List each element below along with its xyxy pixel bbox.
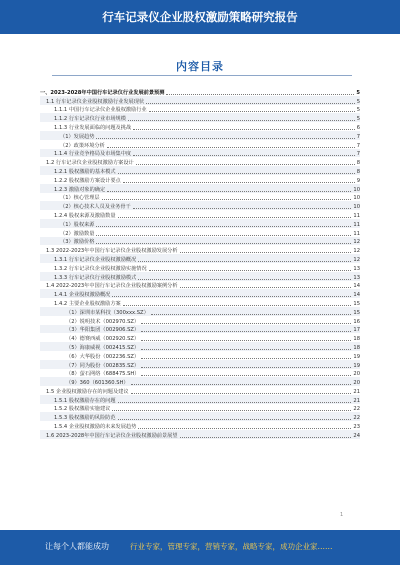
toc-entry-text: （1）发展趋势 [60,133,95,140]
toc-entry-text: 1.2 行车记录仪企业股权激励方案设计 [46,160,134,167]
toc-entry[interactable] [40,386,360,395]
toc-entry-page: 13 [353,265,360,272]
toc-entry-page: 8 [356,160,360,167]
toc-leader-dots [136,164,355,165]
toc-entry-page: 11 [353,212,360,219]
toc-entry-page: 7 [356,133,360,140]
toc-leader-dots [141,323,351,324]
toc-entry-page: 12 [353,239,360,246]
toc-entry[interactable] [40,140,360,149]
toc-entry-page: 18 [353,344,360,351]
toc-entry-text: （2）政策环境分析 [60,142,105,149]
toc-entry-text: （3）华阳集团（002906.SZ） [66,327,140,334]
toc-entry-page: 5 [356,89,360,96]
toc-entry-page: 6 [356,124,360,131]
toc-leader-dots [133,155,355,156]
toc-entry[interactable] [40,421,360,430]
toc-entry[interactable] [40,316,360,325]
toc-leader-dots [118,419,352,420]
toc-leader-dots [141,375,351,376]
toc-entry-text: 1.5.1 股权激励存在的问题 [54,397,116,404]
toc-entry-text: （5）海康威视（002415.SZ） [66,344,140,351]
toc-entry-text: （1）深圳市某科技（300xxx.SZ） [66,309,149,316]
toc-entry-page: 9 [356,177,360,184]
toc-entry-page: 22 [353,406,360,413]
toc-entry-text: （2）激励数量 [60,230,95,237]
toc-entry-text: （1）核心管理层 [60,195,100,202]
toc-entry[interactable] [40,254,360,263]
footer-experts: 行业专家，管理专家，营销专家，战略专家，成功企业家…… [130,542,333,551]
toc-entry-text: 1.4.1 企业股权激励概况 [54,292,111,299]
toc-leader-dots [118,402,352,403]
toc-entry[interactable] [40,219,360,228]
toc-entry-text: 一、2023-2028年中国行车记录仪行业发展前景预测 [40,89,165,96]
toc-entry-page: 21 [353,397,360,404]
toc-entry-text: （3）激励价格 [60,239,95,246]
toc-entry-page: 19 [353,362,360,369]
toc-leader-dots [180,287,352,288]
toc-entry[interactable] [40,342,360,351]
toc-leader-dots [128,120,355,121]
footer-bar [0,530,400,565]
toc-entry[interactable] [40,210,360,219]
toc-entry[interactable] [40,201,360,210]
toc-leader-dots [138,428,351,429]
toc-entry[interactable] [40,87,360,96]
toc-entry-page: 24 [353,432,360,439]
toc-entry[interactable] [40,96,360,105]
toc-entry[interactable] [40,184,360,193]
toc-entry[interactable] [40,404,360,413]
toc-divider [52,75,352,76]
toc-entry-page: 20 [353,371,360,378]
toc-entry-text: （8）萤石网络（688475.SH） [66,371,140,378]
toc-leader-dots [133,208,352,209]
report-header [0,0,400,34]
toc-entry[interactable] [40,395,360,404]
toc-entry-page: 12 [353,248,360,255]
toc-entry[interactable] [40,245,360,254]
toc-leader-dots [96,235,351,236]
toc-entry[interactable] [40,166,360,175]
toc-leader-dots [131,393,352,394]
toc-entry-text: 1.1 行车记录仪企业股权激励行业发展现状 [46,98,145,105]
toc-entry-page: 5 [356,116,360,123]
toc-entry-page: 15 [353,300,360,307]
toc-entry-page: 10 [353,186,360,193]
toc-entry-text: 1.2.3 激励对象的确定 [54,186,106,193]
toc-entry-page: 5 [356,107,360,114]
toc-entry-page: 11 [353,230,360,237]
toc-entry-page: 11 [353,221,360,228]
toc-entry-page: 16 [353,318,360,325]
toc-entry-text: （2）锐明技术（002970.SZ） [66,318,140,325]
toc-entry-text: 1.3.1 行车记录仪企业股权激励概况 [54,256,137,263]
toc-entry-text: 1.6 2023-2028年中国行车记录仪企业股权激励前景展望 [46,432,178,439]
toc-entry-text: （1）股权来源 [60,221,95,228]
toc-entry-text: 1.2.2 股权激励方案设计要点 [54,177,121,184]
toc-entry-page: 22 [353,415,360,422]
toc-entry-text: （9）360（601360.SH） [66,380,129,387]
toc-entry-text: 1.5.3 股权激励的风险防范 [54,415,116,422]
toc-entry-page: 5 [356,98,360,105]
toc-leader-dots [118,173,355,174]
toc-entry-text: 1.1.1 中国行车记录仪企业股权激励行业 [54,107,147,114]
toc-entry-text: 1.1.4 行业竞争格局及市场集中度 [54,151,132,158]
toc-entry-text: 1.4.2 主要企业股权激励方案 [54,300,121,307]
toc-entry[interactable] [40,263,360,272]
toc-entry[interactable] [40,157,360,166]
toc-leader-dots [112,296,351,297]
toc-leader-dots [96,226,351,227]
toc-entry[interactable] [40,228,360,237]
toc-leader-dots [166,94,354,95]
toc-entry[interactable] [40,149,360,158]
toc-leader-dots [141,349,351,350]
toc-leader-dots [180,437,352,438]
toc-entry[interactable] [40,105,360,114]
toc-entry-text: （2）核心技术人员及业务骨干 [60,204,131,211]
toc-entry-page: 7 [356,151,360,158]
toc-entry-page: 12 [353,256,360,263]
toc-entry-text: （6）大华股份（002236.SZ） [66,353,140,360]
toc-entry-text: 1.1.3 行业发展面临的问题及挑战 [54,124,132,131]
toc-entry[interactable] [40,193,360,202]
toc-entry-page: 19 [353,353,360,360]
toc-entry-text: 1.1.2 行车记录仪行业市场规模 [54,116,126,123]
toc-entry-page: 18 [353,336,360,343]
toc-entry-page: 21 [353,388,360,395]
toc-title: 内容目录 [176,60,224,73]
toc-leader-dots [141,367,351,368]
toc-entry-text: 1.3 2022-2023年中国行车记录仪企业股权激励发展分析 [46,248,178,255]
toc-entry-text: 1.5.2 股权激励实施建议 [54,406,111,413]
toc-entry[interactable] [40,430,360,439]
toc-entry-text: 1.3.3 行车记录仪行业股权激励模式 [54,274,137,281]
toc-leader-dots [138,261,351,262]
toc-leader-dots [149,111,355,112]
toc-entry[interactable] [40,298,360,307]
toc-entry-text: 1.5 企业股权激励存在的问题及建议 [46,388,129,395]
toc-entry-page: 10 [353,195,360,202]
toc-leader-dots [149,270,352,271]
toc-leader-dots [151,314,352,315]
toc-entry-page: 20 [353,380,360,387]
toc-entry-page: 14 [353,283,360,290]
toc-entry[interactable] [40,412,360,421]
toc-entry[interactable] [40,289,360,298]
toc-entry[interactable] [40,333,360,342]
toc-leader-dots [118,217,352,218]
footer-slogan: 让每个人都能成功 [45,542,109,551]
toc-leader-dots [133,129,355,130]
toc-entry-text: （7）同为股份（002835.SZ） [66,362,140,369]
toc-entry-text: 1.2.4 股权来源及激励数量 [54,212,116,219]
toc-leader-dots [141,340,351,341]
toc-entry-page: 10 [353,204,360,211]
toc-entry[interactable] [40,351,360,360]
toc-leader-dots [138,279,351,280]
toc-entry[interactable] [40,113,360,122]
page-marker: 1 [340,512,344,518]
toc-entry-text: 1.5.4 企业股权激励的未来发展趋势 [54,424,137,431]
table-of-contents [40,87,360,439]
toc-leader-dots [141,331,351,332]
toc-entry-page: 8 [356,168,360,175]
toc-entry-text: 1.4 2022-2023年中国行车记录仪企业股权激励案例分析 [46,283,178,290]
toc-entry-text: （4）德赛西威（002920.SZ） [66,336,140,343]
toc-entry[interactable] [40,237,360,246]
toc-leader-dots [123,305,352,306]
toc-leader-dots [123,182,355,183]
toc-entry-page: 14 [353,292,360,299]
toc-entry-text: 1.2.1 股权激励的基本模式 [54,168,116,175]
toc-entry-page: 13 [353,274,360,281]
toc-leader-dots [107,191,351,192]
toc-leader-dots [96,138,354,139]
toc-leader-dots [146,103,355,104]
toc-leader-dots [131,384,352,385]
toc-entry[interactable] [40,175,360,184]
toc-leader-dots [102,199,352,200]
toc-entry[interactable] [40,369,360,378]
toc-leader-dots [180,252,352,253]
report-title: 行车记录仪企业股权激励策略研究报告 [102,10,298,24]
toc-leader-dots [112,410,351,411]
toc-entry-page: 7 [356,142,360,149]
toc-entry-text: 1.3.2 行车记录仪企业股权激励实施情况 [54,265,147,272]
toc-entry[interactable] [40,272,360,281]
toc-entry[interactable] [40,325,360,334]
toc-entry[interactable] [40,360,360,369]
toc-leader-dots [96,243,351,244]
toc-leader-dots [107,147,355,148]
toc-entry[interactable] [40,307,360,316]
toc-entry[interactable] [40,281,360,290]
toc-entry[interactable] [40,122,360,131]
toc-entry[interactable] [40,377,360,386]
toc-entry[interactable] [40,131,360,140]
toc-entry-page: 23 [353,424,360,431]
toc-entry-page: 15 [353,309,360,316]
toc-leader-dots [141,358,351,359]
toc-entry-page: 17 [353,327,360,334]
